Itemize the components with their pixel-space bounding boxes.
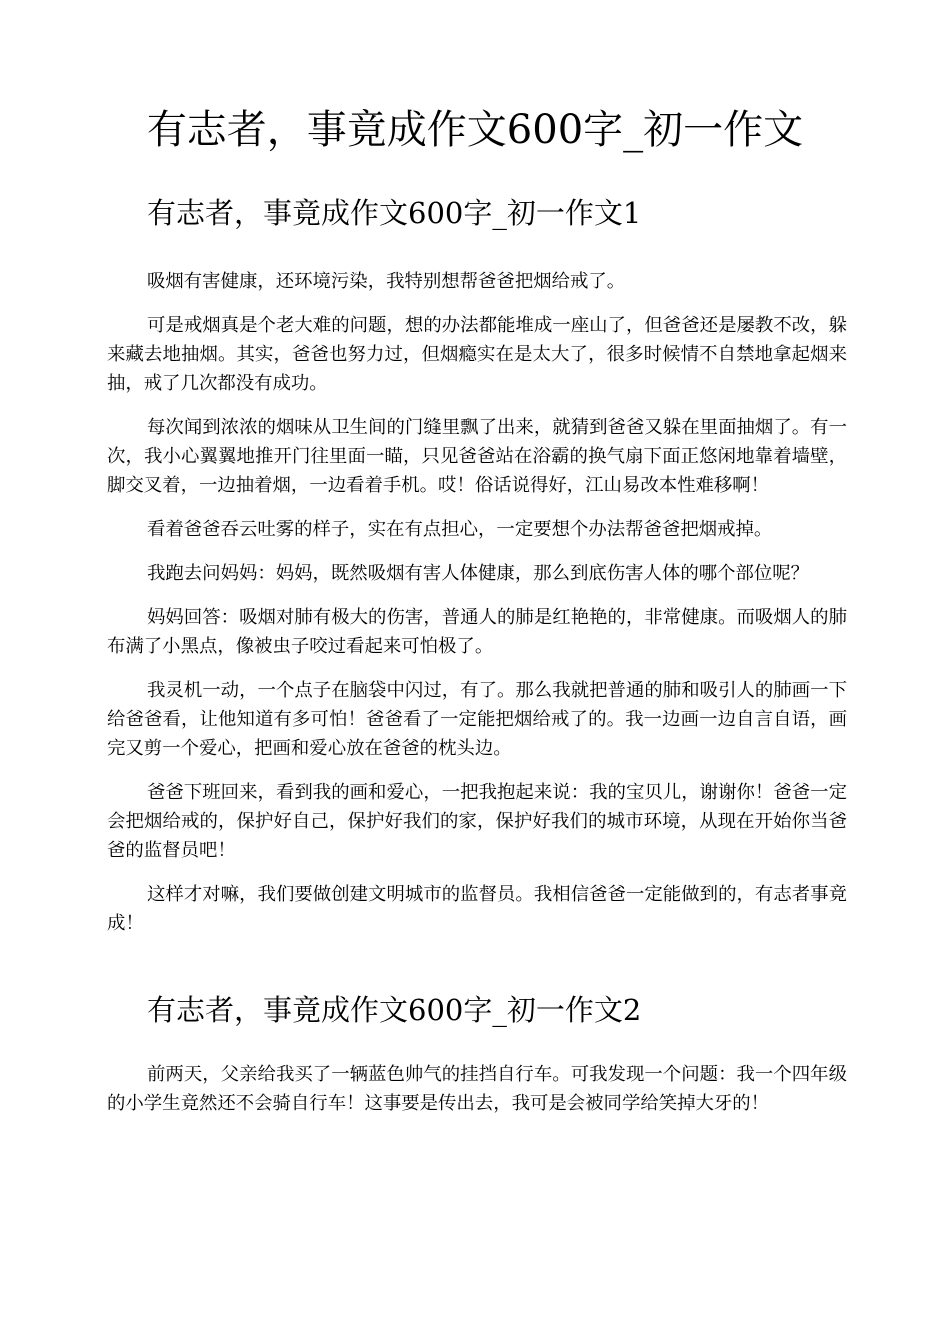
essay-1-paragraph-3: 每次闻到浓浓的烟味从卫生间的门缝里飘了出来，就猜到爸爸又躲在里面抽烟了。有一次，我小心翼翼地推开门往里面一瞄，只见爸爸站在浴霸的换气扇下面正悠闲地靠着墙壁，脚交叉着，一边抽着烟，一边看着手机。哎！俗话说得好，江山易改本性难移啊！ xyxy=(107,417,847,496)
essay-1-paragraph-7: 我灵机一动，一个点子在脑袋中闪过，有了。那么我就把普通的肺和吸引人的肺画一下给爸爸看，让他知道有多可怕！爸爸看了一定能把烟给戒了的。我一边画一边自言自语，画完又剪一个爱心，把画和爱心放在爸爸的枕头边。 xyxy=(107,680,847,759)
essay-1-paragraph-5: 我跑去问妈妈：妈妈，既然吸烟有害人体健康，那么到底伤害人体的哪个部位呢？ xyxy=(147,563,810,584)
essay-2-heading: 有志者，事竟成作文600字_初一作文2 xyxy=(147,993,642,1027)
essay-1-paragraph-4: 看着爸爸吞云吐雾的样子，实在有点担心，一定要想个办法帮爸爸把烟戒掉。 xyxy=(147,519,773,540)
essay-1-paragraph-8: 爸爸下班回来，看到我的画和爱心，一把我抱起来说：我的宝贝儿，谢谢你！爸爸一定会把烟给戒的，保护好自己，保护好我们的家，保护好我们的城市环境，从现在开始你当爸爸的监督员吧！ xyxy=(107,782,847,861)
essay-1-paragraph-1: 吸烟有害健康，还环境污染，我特别想帮爸爸把烟给戒了。 xyxy=(147,271,626,292)
essay-1-paragraph-2: 可是戒烟真是个老大难的问题，想的办法都能堆成一座山了，但爸爸还是屡教不改，躲来藏去地抽烟。其实，爸爸也努力过，但烟瘾实在是太大了，很多时候情不自禁地拿起烟来抽，戒了几次都没有成功。 xyxy=(107,315,847,394)
essay-section-2 xyxy=(107,990,847,1133)
essay-1-paragraph-6: 妈妈回答：吸烟对肺有极大的伤害，普通人的肺是红艳艳的，非常健康。而吸烟人的肺布满了小黑点，像被虫子咬过看起来可怕极了。 xyxy=(107,607,847,657)
essay-section-1 xyxy=(107,193,847,953)
essay-1-paragraph-9: 这样才对嘛，我们要做创建文明城市的监督员。我相信爸爸一定能做到的，有志者事竟成！ xyxy=(107,884,847,934)
essay-2-paragraph-1: 前两天，父亲给我买了一辆蓝色帅气的挂挡自行车。可我发现一个问题：我一个四年级的小学生竟然还不会骑自行车！这事要是传出去，我可是会被同学给笑掉大牙的！ xyxy=(107,1064,847,1114)
document-title: 有志者，事竟成作文600字_初一作文 xyxy=(146,107,804,153)
essay-1-heading: 有志者，事竟成作文600字_初一作文1 xyxy=(147,196,642,230)
